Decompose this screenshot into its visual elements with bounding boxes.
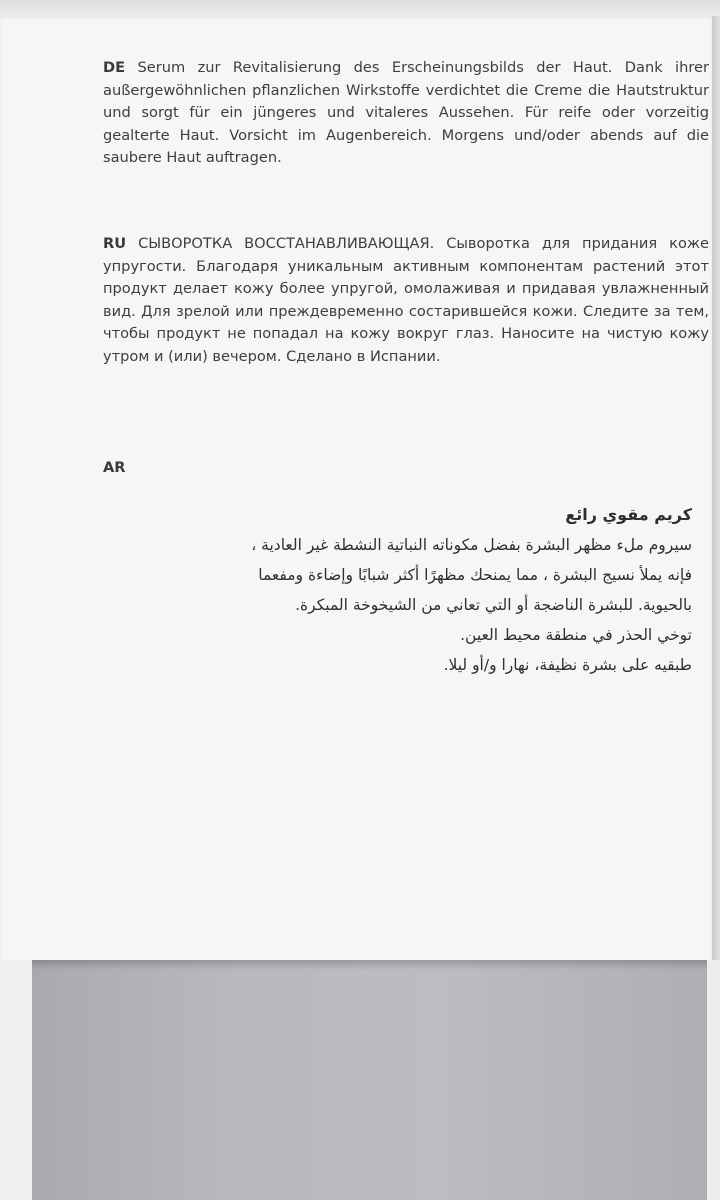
russian-description (103, 233, 709, 368)
arabic-line: طبقيه على بشرة نظيفة، نهارا و/أو ليلا. (443, 656, 692, 674)
arabic-line: بالحيوية. للبشرة الناضجة أو التي تعاني من الشيخوخة المبكرة. (295, 596, 692, 614)
russian-text: СЫВОРОТКА ВОССТАНАВЛИВАЮЩАЯ. Сыворотка для придания коже упругости. Благодаря уникальным активным компонентам растений этот продукт делает кожу более упругой, омолаживая и придавая увлажненный вид. Для зрелой или преждевременно состарившейся кожи. Следите за тем, чтобы продукт не попадал на кожу вокруг глаз. Наносите на чистую кожу утром и (или) вечером. Сделано в Испании. (103, 235, 709, 365)
german-text: Serum zur Revitalisierung des Erscheinungsbilds der Haut. Dank ihrer außergewöhnlichen pflanzlichen Wirkstoffe verdichtet die Creme die Hautstruktur und sorgt für ein jüngeres und vitaleres Aussehen. Für reife oder vorzeitig gealterte Haut. Vorsicht im Augenbereich. Morgens und/oder abends auf die saubere Haut auftragen. (103, 59, 710, 166)
german-description (103, 57, 709, 170)
arabic-line: سيروم ملء مظهر البشرة بفضل مكوناته النباتية النشطة غير العادية ، (251, 536, 692, 554)
german-code: DE (103, 59, 126, 76)
russian-code: RU (103, 235, 127, 252)
base-right-margin (707, 960, 720, 1200)
arabic-code: AR (103, 459, 126, 476)
box-base-grey (32, 960, 707, 1200)
base-shadow (32, 960, 707, 970)
box-side-edge (712, 16, 720, 960)
arabic-title: كريم مقوي رائع (565, 505, 692, 524)
arabic-line: فإنه يملأ نسيج البشرة ، مما يمنحك مظهرًا أكثر شبابًا وإضاءة ومفعما (258, 566, 692, 584)
base-left-margin (0, 960, 32, 1200)
arabic-line: توخي الحذر في منطقة محيط العين. (460, 626, 692, 644)
box-top-edge (0, 0, 720, 16)
arabic-description (251, 500, 692, 680)
